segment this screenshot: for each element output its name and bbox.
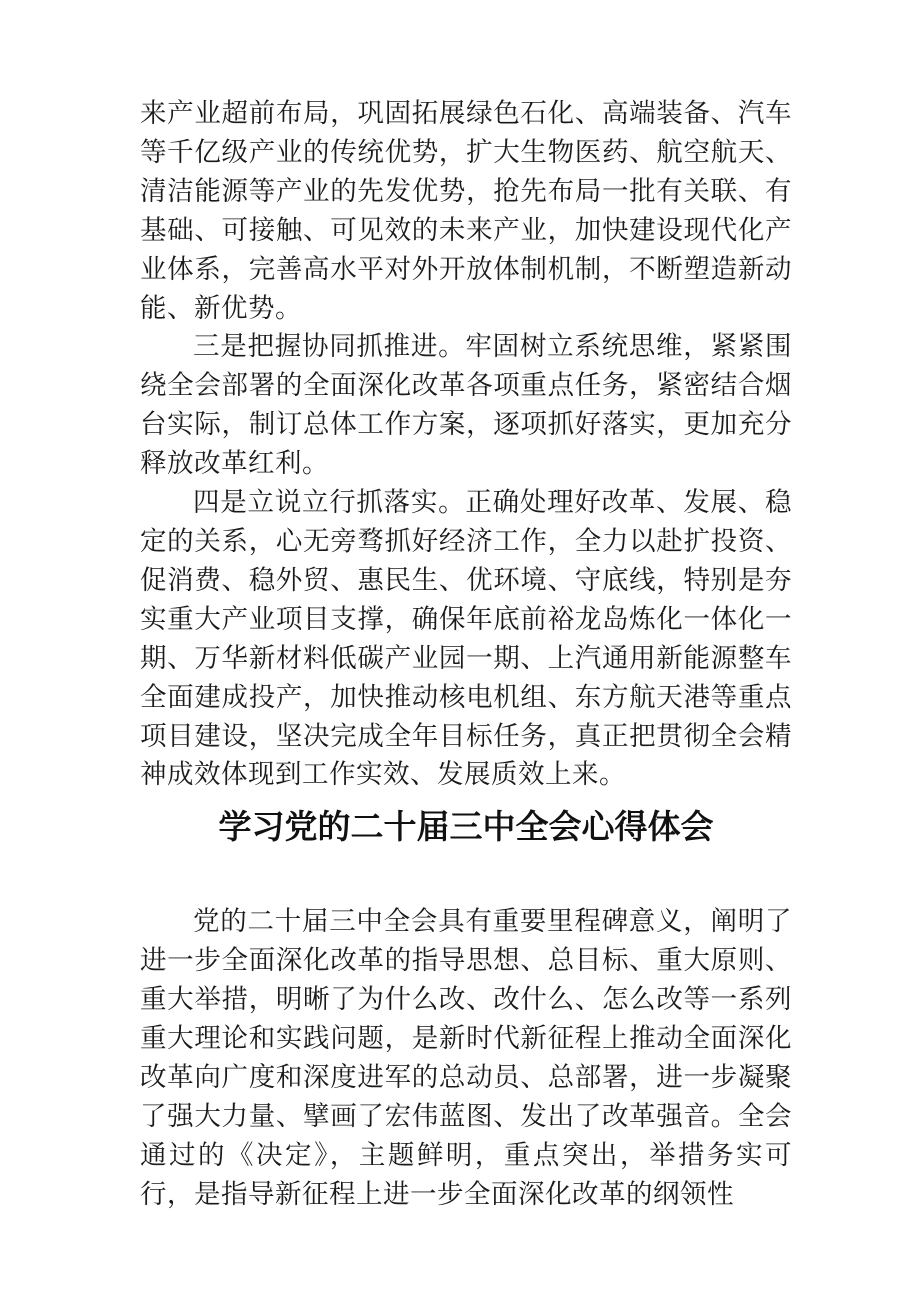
section-title: 学习党的二十届三中全会心得体会: [218, 807, 714, 847]
paragraph-intro: 党的二十届三中全会具有重要里程碑意义，阐明了进一步全面深化改革的指导思想、总目标、重大原则、重大举措，明晰了为什么改、改什么、怎么改等一系列重大理论和实践问题，是新时代新征程上推动全面深化改革向广度和深度进军的总动员、总部署，进一步凝聚了强大力量、擘画了宏伟蓝图、发出了改革强音。全会通过的《决定》，主题鲜明，重点突出，举措务实可行，是指导新征程上进一步全面深化改革的纲领性: [140, 906, 792, 1210]
paragraph-point-three: 三是把握协同抓推进。牢固树立系统思维，紧紧围绕全会部署的全面深化改革各项重点任务，紧密结合烟台实际，制订总体工作方案，逐项抓好落实，更加充分释放改革红利。: [140, 331, 792, 480]
title-spacer: [140, 851, 792, 903]
document-body: [140, 95, 792, 1215]
paragraph-point-four: 四是立说立行抓落实。正确处理好改革、发展、稳定的关系，心无旁骛抓好经济工作，全力以赴扩投资、促消费、稳外贸、惠民生、优环境、守底线，特别是夯实重大产业项目支撑，确保年底前裕龙岛炼化一体化一期、万华新材料低碳产业园一期、上汽通用新能源整车全面建成投产，加快推动核电机组、东方航天港等重点项目建设，坚决完成全年目标任务，真正把贯彻全会精神成效体现到工作实效、发展质效上来。: [140, 487, 792, 791]
paragraph-continuation: 来产业超前布局，巩固拓展绿色石化、高端装备、汽车等千亿级产业的传统优势，扩大生物医药、航空航天、清洁能源等产业的先发优势，抢先布局一批有关联、有基础、可接触、可见效的未来产业，加快建设现代化产业体系，完善高水平对外开放体制机制，不断塑造新动能、新优势。: [140, 98, 792, 324]
